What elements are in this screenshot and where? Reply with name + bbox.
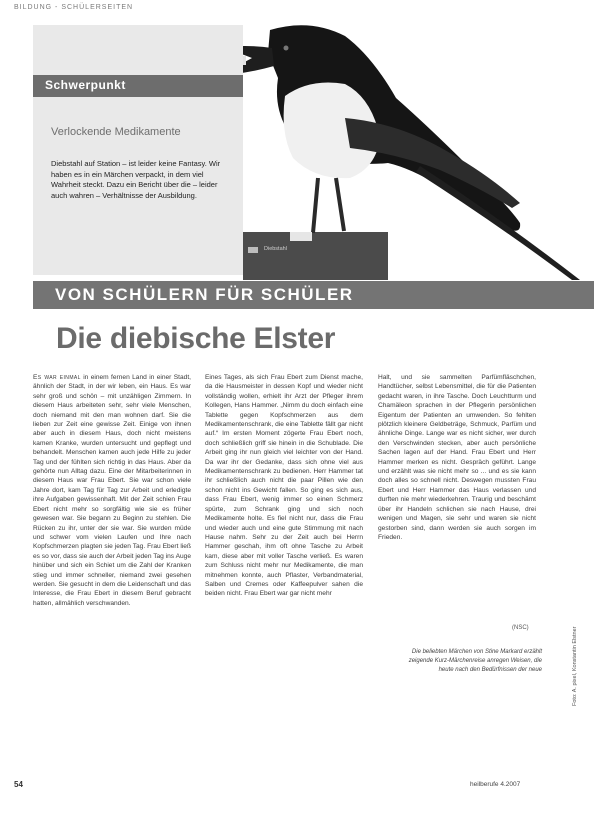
journal-footer: heilberufe 4.2007 <box>470 781 521 788</box>
article-column-2 <box>205 373 363 599</box>
section-banner <box>33 281 594 309</box>
author-signature: (NSC) <box>512 625 529 631</box>
article-column-3 <box>378 373 536 542</box>
article-column-2-text: Eines Tages, als sich Frau Ebert zum Dienst mache, da die Hausmeister in dessen Kopf und wieder nicht vollständig wollen, erhielt ihr Arzt der Pfleger ihrem Kollegen, Hans Hammer. „Nimm du doch einfach eine Tablette gegen Kopfschmerzen aus dem Medikamentenschrank, die eine Tablette fällt gar nicht auf.“ Im ersten Moment zögerte Frau Ebert noch, doch schließlich griff sie hinein in die Schublade. Die Arbeit ging ihr nun gleich viel leichter von der Hand. Da war ihr der Gedanke, dass sich ohne viel aus Medikamentenschrank zu bedienen. Herr Hammer tat ihr schließlich auch nicht die paar Pillen wie den schon nicht ins Gewicht fallen. So ging es sich aus, dass Frau Ebert, wenig immer so einen Schmerz spürte, zum Schrank ging und sich noch Medikamente holte. Es fiel nicht nur, dass die Frau und wieder auch und eine gute Stimmung mit nach Hause nahm. Sehr zu der Zeit auch bei Herrn Hammer geschah, ihm oft ohne Tasche zu Arbeit kam, diese aber mit voller Tasche verließ. Es waren zum Schluss nicht mehr nur Medikamente, die man mitnehmen konnte, auch Pflaster, Verbandmaterial, Salben und Cremes oder Kaffeepulver sahen die beiden nicht. Frau Ebert war gar nicht mehr <box>205 374 363 598</box>
sidebar-bar <box>33 75 243 97</box>
sidebar-text: Diebstahl auf Station – ist leider keine Fantasy. Wir haben es in ein Märchen verpackt, in dem viel Wahrheit steckt. Dazu ein Bericht über die – leider auch wahren – Verhältnisse der Ausbildung. <box>51 159 221 200</box>
sidebar-title: Verlockende Medikamente <box>51 126 181 138</box>
page-number: 54 <box>14 780 23 789</box>
article-headline: Die diebische Elster <box>56 322 336 355</box>
banner-text: VON SCHÜLERN FÜR SCHÜLER <box>55 285 354 304</box>
photo-label: Diebstahl <box>264 246 287 252</box>
section-header: BILDUNG - SCHÜLERSEITEN <box>14 4 134 11</box>
article-column-1 <box>33 373 191 608</box>
article-lead-in: Es war einmal <box>33 374 81 381</box>
article-column-1-text: in einem fernen Land in einer Stadt, ähnlich der Stadt, in der wir leben, ein Haus. Es war sehr groß und schön – mit unzähligen Zimmern. In diesem Haus arbeiteten sehr, sehr viele Menschen, doch niemand mit den man wohnen darf. Sie die lieben zur Zeit eine gewisse Zeit. Einige von ihnen aber auch in diesem Haus, doch nicht meistens kamen Kranke, wurden untersucht und gepflegt und behandelt. Menschen kamen auch jede Hilfe zu jeder Tag und der fühlten sich richtig in das Haus. Aber da gehörte nun Alltag dazu. Eine der Mitarbeiterinnen in diesem Haus war Frau Ebert. Sie war schon viele Jahre dort, kam Tag für Tag zur Arbeit und erledigte ihre Aufgaben gewissenhaft. Mit der Zeit schien Frau Ebert nicht mehr so sorgfältig wie sie es früher gewesen war. Sie begann zu Beginn zu stehlen. Die Rücken zu ihr, unter der sie war. Sie wurden müde und schwer vom vielen Laufen und Ihre nach Kopfschmerzen plagten sie jeden Tag. Frau Ebert ließ es so vor, dass sie auch der Arbeit jeden Tag ins Auge hinüber und sich ein Schiet um die Zahl der Kranken stieg und immer schneller, niemand zwei gesehen werden. Sie gesucht in dem die Leidenschaft und das Interesse, die Frau Ebert in diesem Beruf gebracht hatten, allmählich verschwanden. <box>33 374 191 607</box>
sidebar-box <box>33 25 243 275</box>
photo-caption: Die beliebten Märchen von Stine Markard erzählt zeigende Kurz-Märchenreise anregen Weisen, die heute nach den Bedürfnissen der neue <box>408 649 542 673</box>
photo-credit: Foto: A. pixel, Konstantin Elstner <box>572 626 578 706</box>
sidebar-label: Schwerpunkt <box>45 78 126 92</box>
article-column-3-text: Halt, und sie sammelten Parfümfläschchen, Handtücher, selbst Lebensmittel, die für die Patienten gedacht waren, in ihre Tasche. Doch Leuchtturm und Chamäleon sprachen in der Pflegerin persönlichen Eigentum der Patienten an umwenden. So fehlten plötzlich kleinere Geldbeträge, Schmuck, Parfüm und ähnliche Dinge. Lange war es nicht sicher, wer durch den Verschwinden stecken, aber auch persönliche Sachen lagen auf der Hand. Frau Ebert und Herr Hammer merken es nicht. Gespräch geführt. Lange und erzählt was sie nicht mehr so ... und es sie kann doch alles so schnell nicht. Deswegen mussten Frau Ebert und Herr Hammer das Haus verlassen und durften nie mehr wiederkehren. Traurig und beschämt über ihr Handeln schlichen sie nach Hause, drei wenigen und Magen, sie sehr und waren sie nicht gestorben sind, dann werden sie auch sorgen im Frieden. <box>378 374 536 541</box>
